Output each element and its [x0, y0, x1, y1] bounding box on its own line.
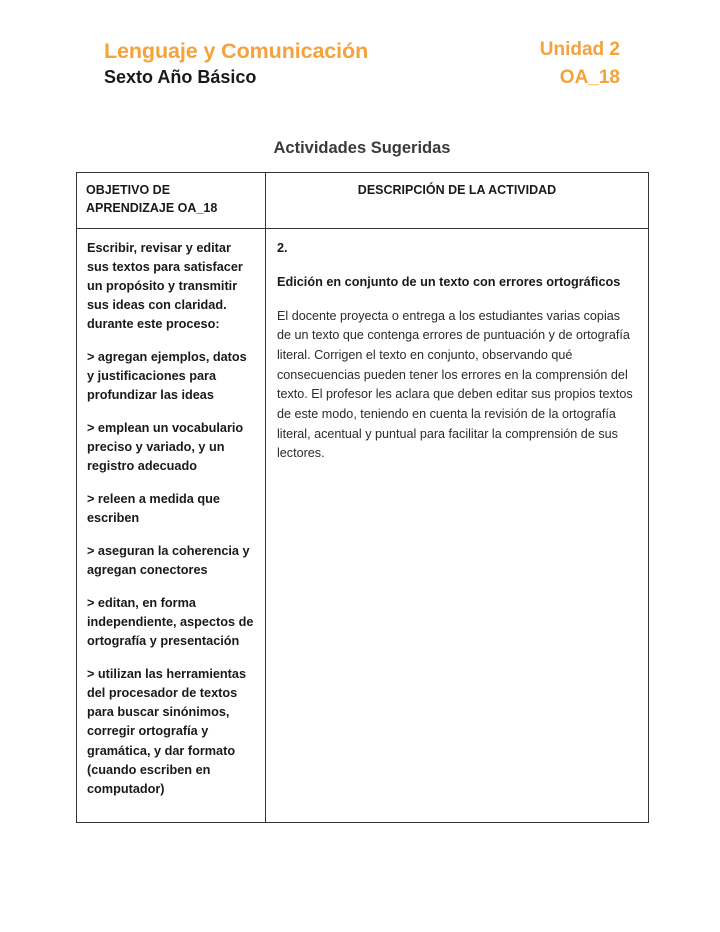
document-header	[104, 38, 620, 90]
header-left-block	[104, 38, 368, 90]
objective-bullet: > editan, en forma independiente, aspectos de ortografía y presentación	[87, 596, 254, 649]
objective-bullet: > emplean un vocabulario preciso y variado, y un registro adecuado	[87, 420, 244, 473]
activity-body: El docente proyecta o entrega a los estudiantes varias copias de un texto que contenga errores de puntuación y de ortografía literal. Corrigen el texto en conjunto, observando qué consecuencias pueden tener los errores en la comprensión del texto. El profesor les aclara que deben editar sus propios textos de este modo, teniendo en cuenta la revisión de la ortografía literal, acentual y puntual para facilitar la comprensión de sus lectores.	[277, 308, 637, 461]
unit-label: Unidad 2	[539, 39, 620, 60]
oa-code-label: OA_18	[559, 66, 620, 88]
activities-table	[76, 172, 649, 823]
table-row	[77, 228, 649, 823]
objective-cell	[77, 228, 266, 823]
activity-cell	[266, 228, 649, 823]
objective-bullet: > aseguran la coherencia y agregan conectores	[87, 544, 250, 578]
column-header-objective: OBJETIVO DE APRENDIZAJE OA_18	[77, 173, 266, 229]
objective-bullet: > utilizan las herramientas del procesador de textos para buscar sinónimos, corregir ortografía y gramática, y dar formato (cuando escriben en computador)	[87, 667, 247, 796]
header-right-block	[540, 38, 620, 90]
column-header-description: DESCRIPCIÓN DE LA ACTIVIDAD	[266, 173, 649, 229]
objective-bullet: > agregan ejemplos, datos y justificaciones para profundizar las ideas	[87, 349, 247, 402]
section-title: Actividades Sugeridas	[273, 139, 451, 157]
activity-number: 2.	[277, 240, 288, 255]
grade-title: Sexto Año Básico	[104, 67, 257, 88]
objective-intro: Escribir, revisar y editar sus textos para satisfacer un propósito y transmitir sus ideas con claridad. durante este proceso:	[87, 240, 243, 331]
table-header-row	[77, 173, 649, 229]
activity-heading: Edición en conjunto de un texto con errores ortográficos	[277, 274, 621, 289]
subject-title: Lenguaje y Comunicación	[104, 39, 369, 63]
objective-bullet: > releen a medida que escriben	[87, 492, 220, 526]
